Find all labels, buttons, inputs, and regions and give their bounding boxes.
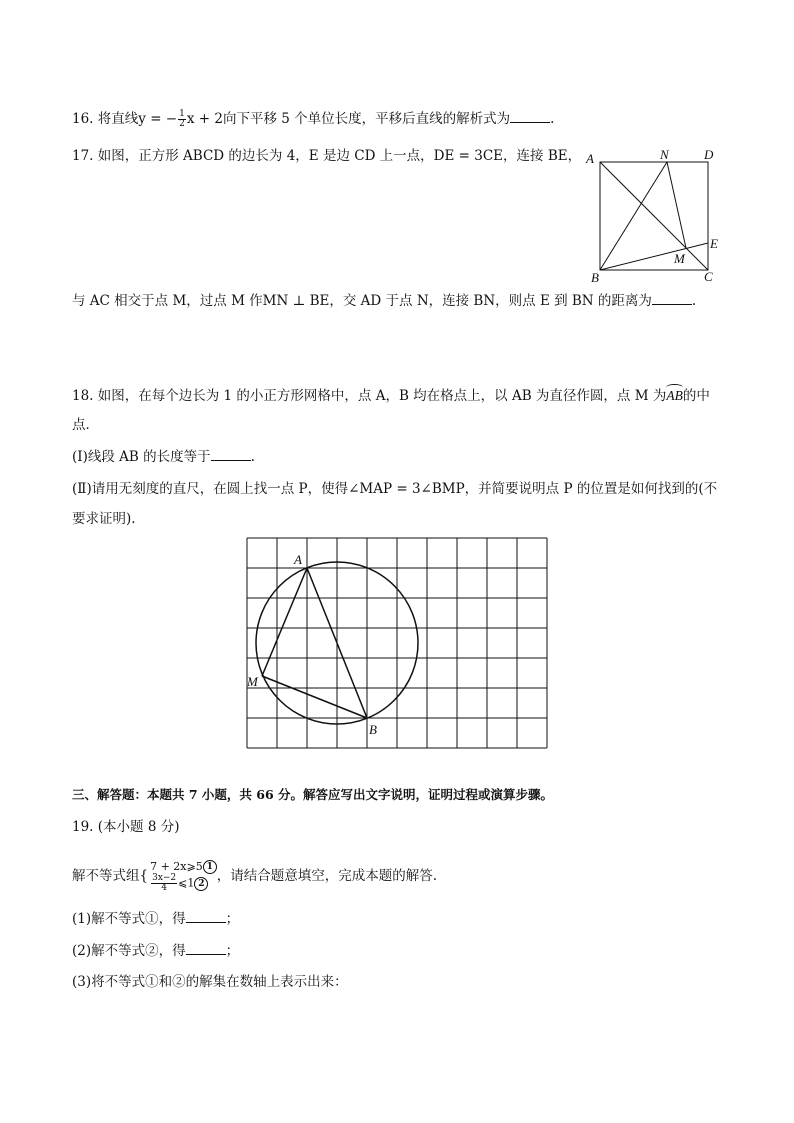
q18-line1: 18. 如图，在每个边长为 1 的小正方形网格中，点 A，B 均在格点上，以 AB 为直径作圆，点 M 为AB的中	[72, 388, 710, 404]
q19-statement: 解不等式组{ 7 + 2x⩾5 1 $\frac{3x-2}{4}$ ⩽1 2 ，请结合题意填空，完成本题的解答.	[72, 860, 438, 893]
q16-text-post: 向下平移 5 个单位长度，平移后直线的解析式为	[222, 111, 511, 127]
segment-be	[600, 243, 708, 270]
q16-number: 16.	[72, 111, 94, 127]
q16-equation-rest: x + 2	[186, 111, 223, 127]
label-n: N	[660, 147, 669, 162]
circle-mark-2: 2	[194, 877, 208, 891]
q17-answer-blank[interactable]	[652, 292, 692, 305]
segment-am	[262, 568, 307, 676]
circle-mark-1: 1	[203, 860, 217, 874]
label-a: A	[586, 151, 594, 166]
q16-fraction: $\frac{1}{2}$	[179, 109, 185, 129]
label-b: B	[591, 270, 599, 285]
label-d: D	[704, 147, 714, 162]
q17-line2: 与 AC 相交于点 M，过点 M 作MN ⊥ BE，交 AD 于点 N，连接 BN，则点 E 到 BN 的距离为 .	[72, 293, 697, 309]
q18-part2-line2: 要求证明).	[72, 511, 136, 527]
q16-line: 16. 将直线y = − $\frac{1}{2}$ x + 2向下平移 5 个单位长度，平移后直线的解析式为 .	[72, 109, 555, 129]
label-m: M	[674, 251, 685, 266]
segment-bn	[600, 162, 667, 270]
segment-mb	[262, 676, 367, 718]
label-c: C	[704, 269, 713, 284]
grid-lines	[247, 538, 547, 748]
arc-ab-symbol: AB	[666, 388, 683, 403]
q18-part1: (Ⅰ)线段 AB 的长度等于 .	[72, 449, 255, 465]
q17-line1: 17. 如图，正方形 ABCD 的边长为 4，E 是边 CD 上一点，DE = 3CE，连接 BE，	[72, 148, 582, 164]
label-a: A	[294, 552, 302, 567]
q18-line2: 点．	[72, 417, 99, 433]
q19-step3: (3)将不等式①和②的解集在数轴上表示出来：	[72, 974, 348, 990]
q17-figure	[580, 145, 730, 285]
section-3-heading: 三、解答题：本题共 7 小题，共 66 分。解答应写出文字说明，证明过程或演算步骤。	[72, 787, 554, 802]
q19-step1: (1)解不等式①，得 ；	[72, 911, 240, 927]
label-b: B	[369, 722, 377, 737]
label-e: E	[710, 236, 718, 251]
q16-equation-y: y = −	[138, 111, 178, 127]
q19-step1-blank[interactable]	[186, 910, 226, 923]
diagonal-ac	[600, 162, 708, 270]
label-m: M	[247, 674, 258, 689]
inequality-system: 7 + 2x⩾5 1 $\frac{3x-2}{4}$ ⩽1 2	[150, 860, 217, 893]
q18-answer-blank[interactable]	[211, 448, 251, 461]
q19-step2: (2)解不等式②，得 ；	[72, 943, 240, 959]
segment-mn	[667, 162, 686, 248]
q19-number: 19. (本小题 8 分)	[72, 819, 180, 835]
q16-text-pre: 将直线	[97, 111, 139, 127]
q19-step2-blank[interactable]	[186, 942, 226, 955]
q18-grid-figure	[240, 535, 560, 765]
q18-part2-line1: (Ⅱ)请用无刻度的直尺，在圆上找一点 P，使得∠MAP = 3∠BMP，并简要说明点 P 的位置是如何找到的(不	[72, 481, 718, 497]
q16-answer-blank[interactable]	[510, 110, 550, 123]
